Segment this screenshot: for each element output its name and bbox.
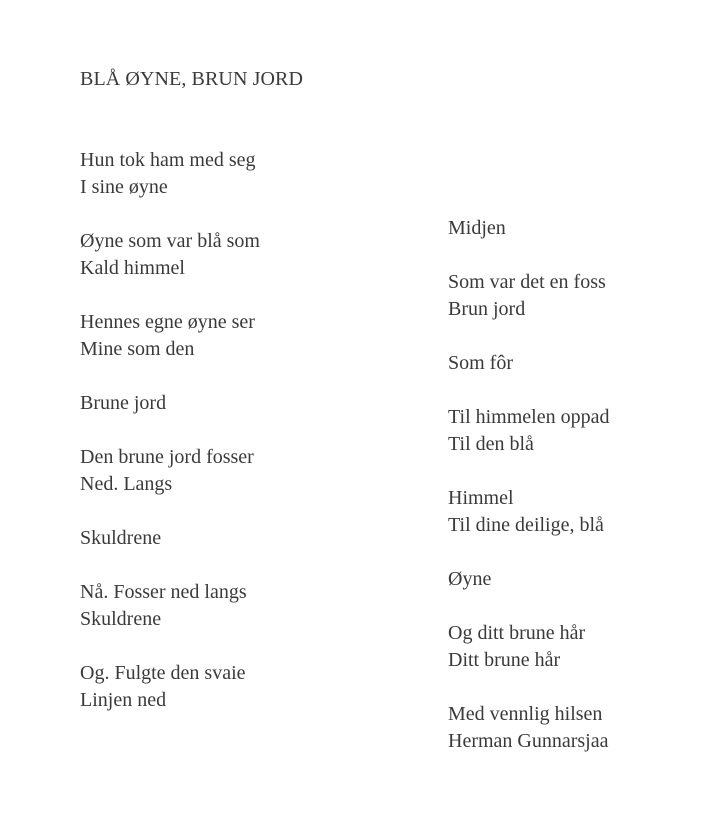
stanza (80, 390, 340, 417)
poem-line: Den brune jord fosser (80, 446, 254, 468)
poem-line: Skuldrene (80, 527, 162, 549)
stanza (80, 309, 340, 363)
stanza (80, 579, 340, 633)
stanza (448, 485, 708, 539)
poem-title: BLÅ ØYNE, BRUN JORD (80, 68, 304, 90)
stanza (80, 147, 340, 201)
signature-stanza (448, 701, 708, 755)
poem-line: Hun tok ham med seg (80, 149, 256, 171)
poem-line: Mine som den (80, 338, 195, 360)
poem-line: Kald himmel (80, 257, 185, 279)
stanza (80, 444, 340, 498)
stanza (448, 350, 708, 377)
poem-line: Himmel (448, 487, 514, 509)
stanza (448, 620, 708, 674)
poem-line: Og ditt brune hår (448, 622, 586, 644)
poem-line: Brun jord (448, 298, 526, 320)
poem-line: Øyne som var blå som (80, 230, 260, 252)
stanza (448, 566, 708, 593)
stanza (80, 660, 340, 714)
poem-line: Til dine deilige, blå (448, 514, 604, 536)
stanza (448, 404, 708, 458)
poem-line: Som fôr (448, 352, 513, 374)
stanza (448, 269, 708, 323)
stanza (80, 525, 340, 552)
poem-line: Skuldrene (80, 608, 162, 630)
poem-line: Til himmelen oppad (448, 406, 610, 428)
poem-line: Ned. Langs (80, 473, 173, 495)
stanza (448, 215, 708, 242)
poem-line: Hennes egne øyne ser (80, 311, 255, 333)
poem-line: Til den blå (448, 433, 534, 455)
stanza (80, 228, 340, 282)
poem-left-column (80, 147, 340, 741)
closing-line: Med vennlig hilsen (448, 703, 603, 725)
poem-right-column (448, 215, 708, 782)
poem-line: Øyne (448, 568, 492, 590)
poem-line: I sine øyne (80, 176, 168, 198)
poem-line: Og. Fulgte den svaie (80, 662, 246, 684)
poem-line: Ditt brune hår (448, 649, 561, 671)
poem-line: Som var det en foss (448, 271, 606, 293)
author-name: Herman Gunnarsjaa (448, 730, 609, 752)
poem-line: Midjen (448, 217, 506, 239)
poem-line: Brune jord (80, 392, 167, 414)
poem-line: Nå. Fosser ned langs (80, 581, 247, 603)
poem-line: Linjen ned (80, 689, 167, 711)
